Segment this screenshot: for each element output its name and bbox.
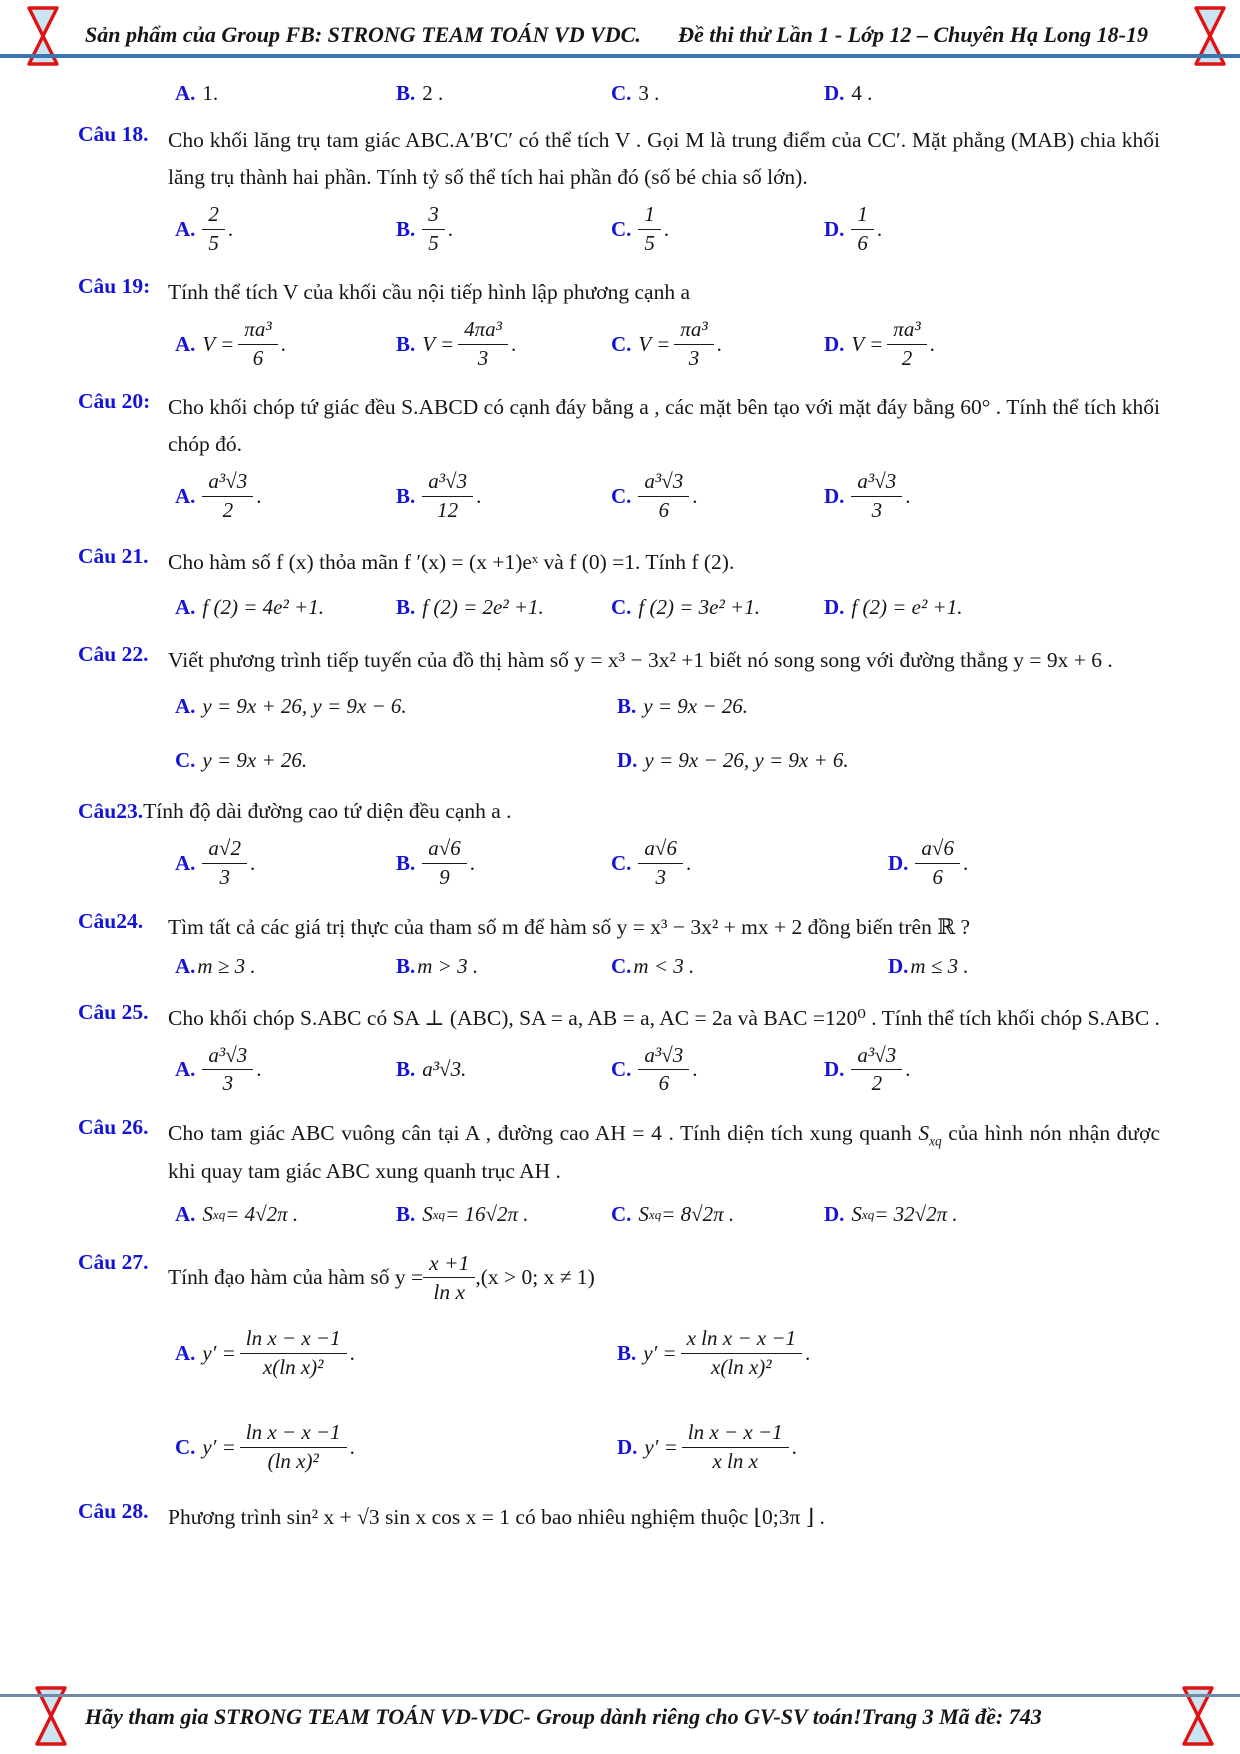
- answer-option-d: [824, 78, 1160, 108]
- footer-page-number: Trang 3 Mã đề: 743: [861, 1704, 1042, 1729]
- option-value: m ≥ 3 .: [197, 954, 256, 979]
- numerator: 1: [638, 202, 661, 230]
- option-suffix: .: [876, 216, 883, 241]
- option-suffix: .: [716, 331, 722, 356]
- answer-option-c: [611, 1043, 824, 1097]
- option-subscript: xq: [648, 1206, 662, 1222]
- option-letter: B.: [396, 331, 416, 356]
- numerator: 4πa³: [458, 317, 508, 345]
- fraction: [638, 1043, 689, 1097]
- option-letter: C.: [611, 80, 632, 105]
- option-suffix: .: [349, 1340, 355, 1365]
- answer-options: [168, 1200, 1160, 1230]
- answer-options: [168, 1321, 1160, 1479]
- numerator: a³√3: [851, 1043, 902, 1071]
- answer-option-d: [824, 1043, 1160, 1097]
- fraction: [202, 469, 253, 523]
- answer-option-a: [175, 202, 396, 256]
- option-letter: C.: [611, 1057, 632, 1082]
- option-letter: A.: [175, 851, 196, 876]
- answer-option-b: [617, 691, 1160, 721]
- option-letter: D.: [617, 747, 638, 772]
- answer-option-a: [175, 1321, 617, 1385]
- option-prefix: V =: [851, 331, 884, 356]
- fraction: [851, 469, 902, 523]
- numerator: πa³: [887, 317, 926, 345]
- fraction: [887, 317, 926, 371]
- option-letter: B.: [396, 483, 416, 508]
- question-22: [78, 642, 1160, 775]
- numerator: a√6: [422, 836, 467, 864]
- option-suffix: .: [469, 851, 476, 876]
- option-suffix: .: [905, 483, 911, 508]
- answer-option-a: [175, 691, 617, 721]
- fraction: [458, 317, 508, 371]
- question-text: Phương trình sin² x + √3 sin x cos x = 1 có bao nhiêu nghiệm thuộc ⌊0;3π ⌋ .: [168, 1505, 825, 1530]
- option-letter: A.: [175, 80, 196, 105]
- answer-options: [168, 691, 1160, 775]
- question-24: [78, 909, 1160, 982]
- answer-option-c: [611, 836, 888, 890]
- numerator: x ln x − x −1: [681, 1326, 802, 1354]
- option-subscript: xq: [861, 1206, 875, 1222]
- question-label: Câu24.: [78, 908, 144, 933]
- option-suffix: .: [962, 851, 969, 876]
- question-28: [78, 1499, 1160, 1536]
- option-letter: A.: [175, 1202, 196, 1227]
- answer-option-c: [611, 1200, 824, 1230]
- fraction: [202, 836, 247, 890]
- answer-option-d: [824, 592, 1160, 622]
- option-letter: B.: [617, 1340, 637, 1365]
- question-text-part2: ,(x > 0; x ≠ 1): [475, 1265, 595, 1290]
- option-letter: D.: [888, 851, 909, 876]
- option-letter: D.: [824, 1202, 845, 1227]
- answer-option-c: [611, 469, 824, 523]
- option-letter: C.: [611, 594, 632, 619]
- option-suffix: .: [692, 483, 698, 508]
- option-value: f (2) = 3e² +1.: [638, 594, 760, 619]
- numerator: ln x − x −1: [240, 1420, 347, 1448]
- question-label: Câu 28.: [78, 1499, 149, 1524]
- exam-content: [78, 68, 1160, 1536]
- option-suffix: .: [256, 1057, 262, 1082]
- answer-option-c: [611, 592, 824, 622]
- option-letter: D.: [617, 1434, 638, 1459]
- option-value: f (2) = 4e² +1.: [202, 594, 324, 619]
- denominator: ln x: [433, 1280, 466, 1305]
- option-prefix: V =: [638, 331, 671, 356]
- option-value: m < 3 .: [633, 954, 695, 979]
- question-26: [78, 1115, 1160, 1230]
- option-letter: C.: [611, 216, 632, 241]
- option-letter: A.: [175, 331, 196, 356]
- option-base: S: [202, 1202, 213, 1227]
- footer-left-text: Hãy tham gia STRONG TEAM TOÁN VD-VDC- Group dành riêng cho GV-SV toán!: [85, 1704, 862, 1729]
- option-subscript: xq: [212, 1206, 226, 1222]
- answer-option-c: [611, 202, 824, 256]
- answer-option-d: [888, 952, 1160, 982]
- option-letter: C.: [611, 483, 632, 508]
- option-suffix: .: [685, 851, 692, 876]
- denominator: 2: [901, 345, 913, 370]
- option-prefix: V =: [202, 331, 235, 356]
- option-value: m ≤ 3 .: [910, 954, 969, 979]
- option-letter: D.: [888, 954, 909, 979]
- option-letter: C.: [611, 954, 632, 979]
- question-label: Câu 20:: [78, 389, 151, 414]
- denominator: 3: [688, 345, 700, 370]
- answer-option-c: [611, 952, 888, 982]
- option-value: y = 9x + 26.: [202, 747, 308, 772]
- answer-option-a: [175, 1200, 396, 1230]
- option-suffix: .: [349, 1434, 355, 1459]
- numerator: x +1: [423, 1250, 475, 1278]
- question-text: [168, 1250, 1160, 1305]
- option-value: y = 9x − 26.: [643, 693, 748, 718]
- answer-option-b: [396, 1055, 611, 1085]
- answer-option-c: [175, 1415, 617, 1479]
- denominator: 5: [644, 230, 655, 255]
- fraction: [638, 469, 689, 523]
- answer-option-d: [617, 1415, 1160, 1479]
- option-value: 4 .: [851, 80, 873, 105]
- denominator: 9: [439, 865, 450, 890]
- question-label: Câu23.: [78, 799, 144, 824]
- answer-option-b: [396, 836, 611, 890]
- question-text: Cho hàm số f (x) thỏa mãn f ′(x) = (x +1)eˣ và f (0) =1. Tính f (2).: [168, 549, 735, 574]
- option-letter: A.: [175, 954, 196, 979]
- option-suffix: .: [280, 331, 286, 356]
- label-spacer: [78, 78, 168, 108]
- denominator: 6: [857, 230, 868, 255]
- answer-options: [168, 317, 1160, 371]
- denominator: 5: [428, 230, 439, 255]
- answer-options: [168, 469, 1160, 523]
- option-letter: A.: [175, 1340, 196, 1365]
- option-letter: A.: [175, 216, 196, 241]
- question-23: [78, 793, 1160, 890]
- option-letter: C.: [611, 331, 632, 356]
- option-letter: B.: [396, 851, 416, 876]
- question-18: [78, 122, 1160, 256]
- answer-option-a: [175, 469, 396, 523]
- header-divider: [0, 54, 1240, 58]
- denominator: 3: [871, 497, 883, 522]
- option-value: = 32√2π .: [874, 1202, 958, 1227]
- option-value: 1.: [202, 80, 219, 105]
- option-letter: A.: [175, 693, 196, 718]
- option-value: y = 9x + 26, y = 9x − 6.: [202, 693, 407, 718]
- numerator: a³√3: [422, 469, 473, 497]
- numerator: a√6: [915, 836, 960, 864]
- header-right-text: Đề thi thử Lần 1 - Lớp 12 – Chuyên Hạ Long 18-19: [678, 22, 1148, 47]
- numerator: a³√3: [638, 469, 689, 497]
- numerator: a³√3: [851, 469, 902, 497]
- answer-row-previous-question: [78, 78, 1160, 108]
- question-label: Câu 25.: [78, 999, 149, 1024]
- fraction: [422, 836, 467, 890]
- fraction: [240, 1326, 347, 1380]
- question-text: Tính thể tích V của khối cầu nội tiếp hình lập phương cạnh a: [168, 280, 690, 305]
- fraction: [681, 1326, 802, 1380]
- denominator: x(ln x)²: [711, 1354, 772, 1379]
- option-base: S: [638, 1202, 649, 1227]
- numerator: 2: [202, 202, 225, 230]
- fraction: [682, 1420, 789, 1474]
- fraction: [851, 202, 874, 256]
- option-letter: D.: [824, 594, 845, 619]
- option-suffix: .: [227, 216, 234, 241]
- denominator: 6: [658, 497, 670, 522]
- option-letter: B.: [617, 693, 637, 718]
- numerator: a³√3: [202, 469, 253, 497]
- option-letter: B.: [396, 594, 416, 619]
- question-25: [78, 1000, 1160, 1097]
- option-suffix: .: [805, 1340, 811, 1365]
- option-letter: C.: [611, 1202, 632, 1227]
- answer-option-b: [396, 952, 611, 982]
- answer-option-b: [617, 1321, 1160, 1385]
- numerator: ln x − x −1: [682, 1420, 789, 1448]
- answer-option-c: [175, 745, 617, 775]
- fraction: [422, 202, 445, 256]
- option-letter: D.: [824, 1057, 845, 1082]
- denominator: 5: [208, 230, 219, 255]
- answer-option-d: [824, 469, 1160, 523]
- question-21: [78, 544, 1160, 623]
- answer-option-d: [617, 745, 1160, 775]
- denominator: 3: [222, 1071, 234, 1096]
- answer-option-b: [396, 78, 611, 108]
- option-suffix: .: [447, 216, 454, 241]
- denominator: (ln x)²: [267, 1448, 319, 1473]
- answer-option-b: [396, 1200, 611, 1230]
- symbol-S: S: [918, 1120, 930, 1145]
- answer-option-c: [611, 317, 824, 371]
- option-letter: D.: [824, 483, 845, 508]
- question-label: Câu 19:: [78, 274, 151, 299]
- answer-option-a: [175, 952, 396, 982]
- option-suffix: .: [905, 1057, 911, 1082]
- symbol-subscript: xq: [929, 1133, 942, 1149]
- denominator: 2: [871, 1071, 883, 1096]
- question-label: Câu 18.: [78, 122, 149, 146]
- fraction: [638, 202, 661, 256]
- option-suffix: .: [249, 851, 256, 876]
- question-label: Câu 22.: [78, 642, 149, 667]
- numerator: a³√3: [202, 1043, 253, 1071]
- option-letter: B.: [396, 80, 416, 105]
- option-suffix: .: [510, 331, 517, 356]
- question-label: Câu 27.: [78, 1249, 149, 1274]
- option-value: = 4√2π .: [225, 1202, 299, 1227]
- option-prefix: y′ =: [643, 1340, 677, 1365]
- option-value: m > 3 .: [417, 954, 479, 979]
- option-letter: B.: [396, 954, 416, 979]
- fraction: [238, 317, 277, 371]
- question-text-body: Tính độ dài đường cao tứ diện đều cạnh a .: [143, 799, 512, 824]
- question-text: [78, 793, 1160, 830]
- option-base: S: [422, 1202, 433, 1227]
- option-prefix: y′ =: [644, 1434, 678, 1459]
- page-footer: [85, 1704, 1042, 1730]
- question-label: Câu 26.: [78, 1114, 149, 1139]
- numerator: 3: [422, 202, 445, 230]
- option-letter: A.: [175, 594, 196, 619]
- denominator: 3: [477, 345, 489, 370]
- denominator: x ln x: [712, 1448, 758, 1473]
- option-letter: D.: [824, 331, 845, 356]
- answer-option-c: [611, 78, 824, 108]
- answer-options: [168, 592, 1160, 622]
- option-letter: A.: [175, 1057, 196, 1082]
- numerator: ln x − x −1: [240, 1326, 347, 1354]
- fraction: [422, 469, 473, 523]
- answer-options: [78, 836, 1160, 890]
- numerator: a√6: [638, 836, 683, 864]
- denominator: 3: [219, 865, 230, 890]
- question-20: [78, 389, 1160, 523]
- option-letter: A.: [175, 483, 196, 508]
- answer-options: [168, 202, 1160, 256]
- option-letter: B.: [396, 216, 416, 241]
- answer-option-b: [396, 592, 611, 622]
- option-letter: B.: [396, 1057, 416, 1082]
- option-value: f (2) = e² +1.: [851, 594, 963, 619]
- option-suffix: .: [929, 331, 935, 356]
- option-value: = 8√2π .: [661, 1202, 735, 1227]
- header-left-text: Sản phẩm của Group FB: STRONG TEAM TOÁN VD VDC.: [85, 22, 641, 47]
- answer-options: [168, 78, 1160, 108]
- question-27: [78, 1250, 1160, 1479]
- numerator: πa³: [674, 317, 713, 345]
- page-header: [85, 22, 1148, 48]
- option-letter: B.: [396, 1202, 416, 1227]
- question-text: Cho khối chóp tứ giác đều S.ABCD có cạnh đáy bằng a , các mặt bên tạo với mặt đáy bằng 60° . Tính thể tích khối chóp đó.: [168, 395, 1160, 457]
- fraction: [638, 836, 683, 890]
- denominator: 3: [655, 865, 666, 890]
- option-prefix: V =: [422, 331, 455, 356]
- option-value: = 16√2π .: [445, 1202, 529, 1227]
- fraction: [240, 1420, 347, 1474]
- fraction: [915, 836, 960, 890]
- question-text: Tìm tất cả các giá trị thực của tham số m để hàm số y = x³ − 3x² + mx + 2 đồng biến trên ℝ ?: [168, 914, 971, 939]
- numerator: a³√3: [638, 1043, 689, 1071]
- denominator: x(ln x)²: [262, 1354, 324, 1379]
- option-value: 3 .: [638, 80, 660, 105]
- option-value: 2 .: [422, 80, 444, 105]
- answer-option-a: [175, 836, 396, 890]
- answer-option-d: [888, 836, 1160, 890]
- denominator: 6: [658, 1071, 670, 1096]
- option-value: f (2) = 2e² +1.: [422, 594, 544, 619]
- option-subscript: xq: [432, 1206, 446, 1222]
- option-suffix: .: [692, 1057, 698, 1082]
- question-label: Câu 21.: [78, 543, 149, 568]
- answer-option-a: [175, 317, 396, 371]
- denominator: 6: [932, 865, 943, 890]
- denominator: 12: [437, 497, 459, 522]
- question-text: Cho khối chóp S.ABC có SA ⊥ (ABC), SA = a, AB = a, AC = 2a và BAC =120⁰ . Tính thể tích khối chóp S.ABC .: [168, 1005, 1160, 1030]
- answer-option-a: [175, 78, 396, 108]
- option-suffix: .: [476, 483, 482, 508]
- answer-option-b: [396, 469, 611, 523]
- answer-option-d: [824, 317, 1160, 371]
- option-letter: C.: [611, 851, 632, 876]
- numerator: 1: [851, 202, 874, 230]
- option-suffix: .: [256, 483, 262, 508]
- option-prefix: y′ =: [202, 1434, 236, 1459]
- question-text-part1: Tính đạo hàm của hàm số y =: [168, 1265, 424, 1290]
- option-suffix: .: [791, 1434, 797, 1459]
- option-base: S: [851, 1202, 862, 1227]
- answer-options: [168, 952, 1160, 982]
- question-text-part1: Cho tam giác ABC vuông cân tại A , đường cao AH = 4 . Tính diện tích xung quanh: [168, 1120, 919, 1145]
- answer-option-a: [175, 1043, 396, 1097]
- question-text: Cho khối lăng trụ tam giác ABC.A′B′C′ có thể tích V . Gọi M là trung điểm của CC′. Mặt phẳng (MAB) chia khối lăng trụ thành hai phần. Tính tỷ số thể tích hai phần đó (số bé chia số lớn).: [168, 128, 1160, 189]
- answer-options: [168, 1043, 1160, 1097]
- option-letter: D.: [824, 216, 845, 241]
- footer-divider: [0, 1694, 1240, 1697]
- option-letter: D.: [824, 80, 845, 105]
- numerator: πa³: [238, 317, 277, 345]
- answer-option-d: [824, 202, 1160, 256]
- numerator: a√2: [202, 836, 247, 864]
- fraction: [202, 1043, 253, 1097]
- denominator: 2: [222, 497, 234, 522]
- question-text-part2: của hình nón nhận được khi quay tam giác ABC xung quanh trục AH .: [168, 1120, 1160, 1183]
- question-text: Viết phương trình tiếp tuyến của đồ thị hàm số y = x³ − 3x² +1 biết nó song song với đường thẳng y = 9x + 6 .: [168, 648, 1113, 673]
- answer-option-b: [396, 202, 611, 256]
- fraction: [202, 202, 225, 256]
- answer-option-a: [175, 592, 396, 622]
- option-value: a³√3.: [422, 1057, 467, 1082]
- answer-option-d: [824, 1200, 1160, 1230]
- fraction: [423, 1250, 475, 1305]
- denominator: 6: [252, 345, 264, 370]
- option-value: y = 9x − 26, y = 9x + 6.: [644, 747, 849, 772]
- option-letter: C.: [175, 1434, 196, 1459]
- option-letter: C.: [175, 747, 196, 772]
- fraction: [674, 317, 713, 371]
- answer-option-b: [396, 317, 611, 371]
- question-19: [78, 274, 1160, 371]
- fraction: [851, 1043, 902, 1097]
- question-text: [168, 1115, 1160, 1190]
- option-suffix: .: [663, 216, 670, 241]
- option-prefix: y′ =: [202, 1340, 236, 1365]
